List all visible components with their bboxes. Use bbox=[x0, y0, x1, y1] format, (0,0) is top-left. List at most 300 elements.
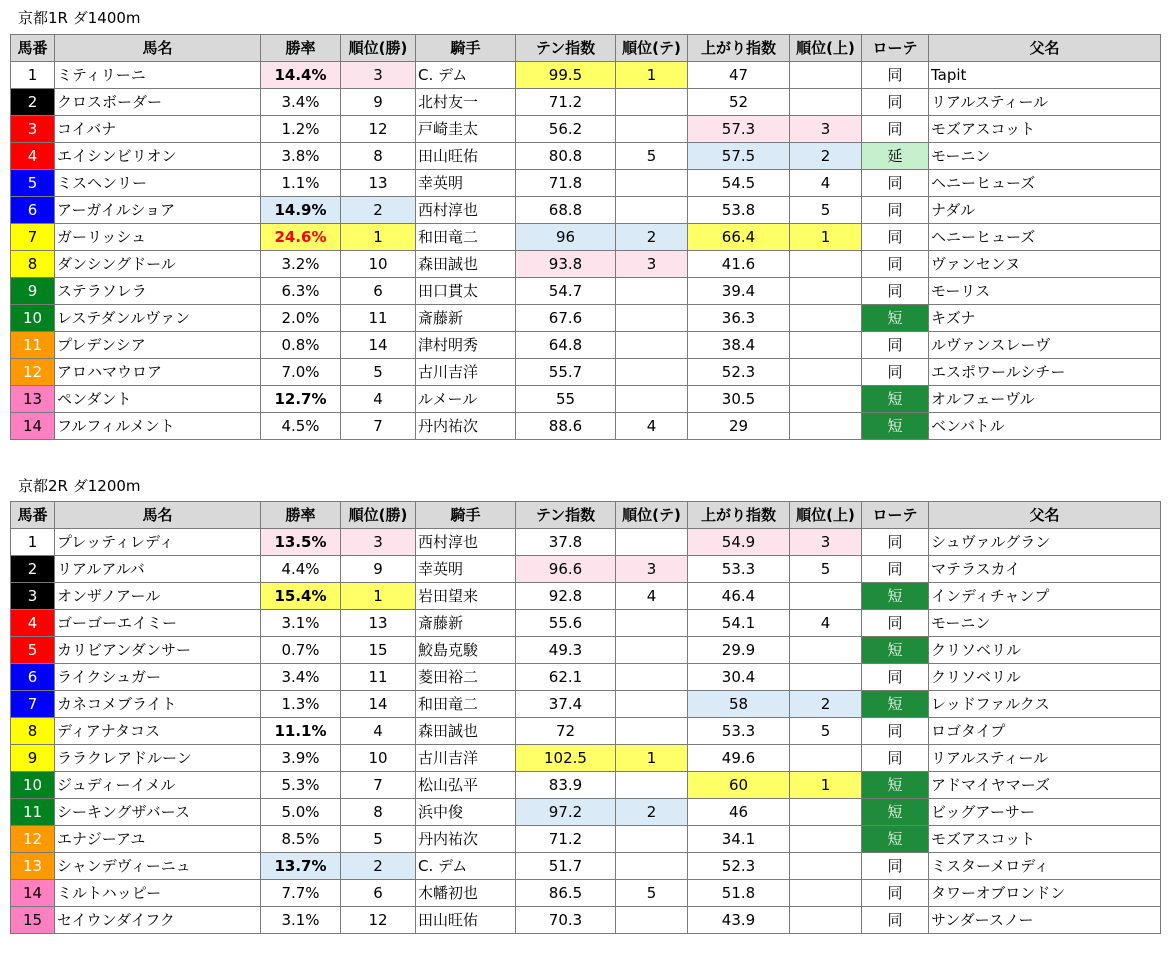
table-row bbox=[11, 386, 1161, 413]
win-rank-cell: 6 bbox=[341, 278, 416, 305]
win-rank-cell: 9 bbox=[341, 556, 416, 583]
win-rank-cell: 10 bbox=[341, 251, 416, 278]
win-rate-cell: 13.5% bbox=[261, 529, 341, 556]
ten-rank-cell bbox=[616, 278, 688, 305]
win-rank-cell: 1 bbox=[341, 583, 416, 610]
horse-number-cell: 2 bbox=[11, 89, 55, 116]
win-rate-cell: 24.6% bbox=[261, 224, 341, 251]
agari-index-cell: 66.4 bbox=[688, 224, 790, 251]
table-row bbox=[11, 359, 1161, 386]
rotation-cell: 同 bbox=[862, 718, 929, 745]
win-rank-cell: 8 bbox=[341, 143, 416, 170]
rotation-cell: 同 bbox=[862, 224, 929, 251]
win-rate-cell: 0.7% bbox=[261, 637, 341, 664]
ten-rank-cell: 2 bbox=[616, 799, 688, 826]
header-rotation: ローテ bbox=[862, 35, 929, 62]
horse-number-cell: 14 bbox=[11, 880, 55, 907]
table-row bbox=[11, 583, 1161, 610]
header-horse-number: 馬番 bbox=[11, 502, 55, 529]
ten-index-cell: 55.6 bbox=[516, 610, 616, 637]
header-horse-name: 馬名 bbox=[55, 35, 261, 62]
horse-name-cell: プレデンシア bbox=[55, 332, 261, 359]
agari-index-cell: 34.1 bbox=[688, 826, 790, 853]
horse-name-cell: カリビアンダンサー bbox=[55, 637, 261, 664]
ten-index-cell: 37.8 bbox=[516, 529, 616, 556]
win-rate-cell: 4.4% bbox=[261, 556, 341, 583]
horse-name-cell: アーガイルショア bbox=[55, 197, 261, 224]
horse-number-cell: 15 bbox=[11, 907, 55, 934]
ten-index-cell: 88.6 bbox=[516, 413, 616, 440]
jockey-cell: 浜中俊 bbox=[416, 799, 516, 826]
ten-index-cell: 83.9 bbox=[516, 772, 616, 799]
win-rate-cell: 5.3% bbox=[261, 772, 341, 799]
agari-rank-cell bbox=[790, 359, 862, 386]
horse-number-cell: 12 bbox=[11, 359, 55, 386]
win-rank-cell: 4 bbox=[341, 386, 416, 413]
jockey-cell: 和田竜二 bbox=[416, 224, 516, 251]
ten-rank-cell bbox=[616, 305, 688, 332]
win-rate-cell: 0.8% bbox=[261, 332, 341, 359]
jockey-cell: 斎藤新 bbox=[416, 305, 516, 332]
ten-rank-cell bbox=[616, 853, 688, 880]
header-agari-rank: 順位(上) bbox=[790, 502, 862, 529]
agari-index-cell: 46.4 bbox=[688, 583, 790, 610]
jockey-cell: 幸英明 bbox=[416, 556, 516, 583]
sire-cell: ヴァンセンヌ bbox=[929, 251, 1161, 278]
sire-cell: サンダースノー bbox=[929, 907, 1161, 934]
win-rate-cell: 4.5% bbox=[261, 413, 341, 440]
agari-rank-cell: 3 bbox=[790, 529, 862, 556]
table-row bbox=[11, 799, 1161, 826]
horse-name-cell: ミティリーニ bbox=[55, 62, 261, 89]
sire-cell: モーリス bbox=[929, 278, 1161, 305]
ten-rank-cell bbox=[616, 197, 688, 224]
horse-number-cell: 12 bbox=[11, 826, 55, 853]
ten-index-cell: 55.7 bbox=[516, 359, 616, 386]
ten-index-cell: 72 bbox=[516, 718, 616, 745]
sire-cell: オルフェーヴル bbox=[929, 386, 1161, 413]
ten-index-cell: 97.2 bbox=[516, 799, 616, 826]
horse-name-cell: エナジーアユ bbox=[55, 826, 261, 853]
horse-number-cell: 9 bbox=[11, 278, 55, 305]
ten-index-cell: 71.2 bbox=[516, 89, 616, 116]
win-rate-cell: 7.7% bbox=[261, 880, 341, 907]
sire-cell: シュヴァルグラン bbox=[929, 529, 1161, 556]
sire-cell: ヘニーヒューズ bbox=[929, 170, 1161, 197]
win-rank-cell: 12 bbox=[341, 907, 416, 934]
win-rank-cell: 1 bbox=[341, 224, 416, 251]
agari-rank-cell bbox=[790, 332, 862, 359]
table-row bbox=[11, 413, 1161, 440]
win-rate-cell: 15.4% bbox=[261, 583, 341, 610]
ten-index-cell: 96.6 bbox=[516, 556, 616, 583]
win-rate-cell: 3.4% bbox=[261, 664, 341, 691]
jockey-cell: 丹内祐次 bbox=[416, 826, 516, 853]
ten-index-cell: 37.4 bbox=[516, 691, 616, 718]
table-row bbox=[11, 745, 1161, 772]
ten-index-cell: 56.2 bbox=[516, 116, 616, 143]
agari-rank-cell bbox=[790, 664, 862, 691]
horse-name-cell: ミスヘンリー bbox=[55, 170, 261, 197]
header-rotation: ローテ bbox=[862, 502, 929, 529]
jockey-cell: 西村淳也 bbox=[416, 197, 516, 224]
win-rate-cell: 3.9% bbox=[261, 745, 341, 772]
ten-rank-cell: 3 bbox=[616, 251, 688, 278]
sire-cell: クリソベリル bbox=[929, 637, 1161, 664]
horse-number-cell: 11 bbox=[11, 799, 55, 826]
win-rank-cell: 2 bbox=[341, 853, 416, 880]
sire-cell: レッドファルクス bbox=[929, 691, 1161, 718]
win-rank-cell: 3 bbox=[341, 529, 416, 556]
agari-index-cell: 47 bbox=[688, 62, 790, 89]
rotation-cell: 同 bbox=[862, 89, 929, 116]
ten-rank-cell: 4 bbox=[616, 583, 688, 610]
table-row bbox=[11, 251, 1161, 278]
ten-rank-cell bbox=[616, 664, 688, 691]
sire-cell: アドマイヤマーズ bbox=[929, 772, 1161, 799]
win-rank-cell: 7 bbox=[341, 772, 416, 799]
horse-name-cell: シーキングザバース bbox=[55, 799, 261, 826]
sire-cell: モーニン bbox=[929, 610, 1161, 637]
sire-cell: リアルスティール bbox=[929, 89, 1161, 116]
sire-cell: リアルスティール bbox=[929, 745, 1161, 772]
horse-number-cell: 1 bbox=[11, 529, 55, 556]
horse-number-cell: 3 bbox=[11, 583, 55, 610]
table-row bbox=[11, 224, 1161, 251]
agari-rank-cell: 4 bbox=[790, 170, 862, 197]
sire-cell: ヘニーヒューズ bbox=[929, 224, 1161, 251]
horse-number-cell: 7 bbox=[11, 691, 55, 718]
horse-number-cell: 10 bbox=[11, 772, 55, 799]
jockey-cell: 鮫島克駿 bbox=[416, 637, 516, 664]
header-ten-index: テン指数 bbox=[516, 502, 616, 529]
ten-rank-cell bbox=[616, 170, 688, 197]
ten-rank-cell: 1 bbox=[616, 62, 688, 89]
rotation-cell: 短 bbox=[862, 386, 929, 413]
win-rate-cell: 7.0% bbox=[261, 359, 341, 386]
win-rank-cell: 14 bbox=[341, 691, 416, 718]
jockey-cell: 菱田裕二 bbox=[416, 664, 516, 691]
jockey-cell: 丹内祐次 bbox=[416, 413, 516, 440]
ten-rank-cell: 4 bbox=[616, 413, 688, 440]
agari-rank-cell bbox=[790, 907, 862, 934]
sire-cell: タワーオブロンドン bbox=[929, 880, 1161, 907]
header-ten-rank: 順位(テ) bbox=[616, 35, 688, 62]
table-row bbox=[11, 907, 1161, 934]
rotation-cell: 同 bbox=[862, 529, 929, 556]
ten-rank-cell: 3 bbox=[616, 556, 688, 583]
ten-rank-cell bbox=[616, 772, 688, 799]
jockey-cell: 和田竜二 bbox=[416, 691, 516, 718]
horse-number-cell: 11 bbox=[11, 332, 55, 359]
agari-rank-cell: 3 bbox=[790, 116, 862, 143]
sire-cell: ミスターメロディ bbox=[929, 853, 1161, 880]
win-rank-cell: 5 bbox=[341, 359, 416, 386]
rotation-cell: 同 bbox=[862, 610, 929, 637]
rotation-cell: 短 bbox=[862, 637, 929, 664]
win-rank-cell: 10 bbox=[341, 745, 416, 772]
ten-index-cell: 93.8 bbox=[516, 251, 616, 278]
rotation-cell: 短 bbox=[862, 413, 929, 440]
agari-index-cell: 51.8 bbox=[688, 880, 790, 907]
rotation-cell: 同 bbox=[862, 62, 929, 89]
rotation-cell: 同 bbox=[862, 197, 929, 224]
horse-name-cell: ガーリッシュ bbox=[55, 224, 261, 251]
horse-number-cell: 14 bbox=[11, 413, 55, 440]
agari-rank-cell bbox=[790, 880, 862, 907]
ten-index-cell: 54.7 bbox=[516, 278, 616, 305]
win-rate-cell: 14.9% bbox=[261, 197, 341, 224]
ten-rank-cell bbox=[616, 826, 688, 853]
horse-name-cell: ララクレアドルーン bbox=[55, 745, 261, 772]
ten-index-cell: 71.2 bbox=[516, 826, 616, 853]
jockey-cell: 古川吉洋 bbox=[416, 359, 516, 386]
agari-rank-cell bbox=[790, 62, 862, 89]
header-ten-rank: 順位(テ) bbox=[616, 502, 688, 529]
agari-index-cell: 30.4 bbox=[688, 664, 790, 691]
race-title: 京都2R ダ1200m bbox=[18, 477, 141, 495]
agari-rank-cell bbox=[790, 251, 862, 278]
rotation-cell: 同 bbox=[862, 556, 929, 583]
rotation-cell: 短 bbox=[862, 583, 929, 610]
horse-name-cell: セイウンダイフク bbox=[55, 907, 261, 934]
table-row bbox=[11, 772, 1161, 799]
horse-number-cell: 6 bbox=[11, 664, 55, 691]
ten-rank-cell bbox=[616, 637, 688, 664]
ten-rank-cell: 5 bbox=[616, 143, 688, 170]
win-rate-cell: 8.5% bbox=[261, 826, 341, 853]
agari-rank-cell bbox=[790, 637, 862, 664]
horse-number-cell: 5 bbox=[11, 637, 55, 664]
horse-name-cell: リアルアルバ bbox=[55, 556, 261, 583]
win-rank-cell: 11 bbox=[341, 664, 416, 691]
jockey-cell: 北村友一 bbox=[416, 89, 516, 116]
win-rate-cell: 3.4% bbox=[261, 89, 341, 116]
jockey-cell: 田山旺佑 bbox=[416, 907, 516, 934]
agari-index-cell: 29 bbox=[688, 413, 790, 440]
agari-index-cell: 57.5 bbox=[688, 143, 790, 170]
rotation-cell: 同 bbox=[862, 116, 929, 143]
agari-rank-cell bbox=[790, 583, 862, 610]
win-rate-cell: 2.0% bbox=[261, 305, 341, 332]
rotation-cell: 短 bbox=[862, 799, 929, 826]
ten-index-cell: 99.5 bbox=[516, 62, 616, 89]
horse-name-cell: レステダンルヴァン bbox=[55, 305, 261, 332]
table-row bbox=[11, 197, 1161, 224]
agari-rank-cell bbox=[790, 386, 862, 413]
header-sire: 父名 bbox=[929, 35, 1161, 62]
ten-rank-cell: 2 bbox=[616, 224, 688, 251]
header-win-rank: 順位(勝) bbox=[341, 502, 416, 529]
win-rate-cell: 12.7% bbox=[261, 386, 341, 413]
jockey-cell: ルメール bbox=[416, 386, 516, 413]
horse-name-cell: アロハマウロア bbox=[55, 359, 261, 386]
horse-name-cell: ペンダント bbox=[55, 386, 261, 413]
agari-index-cell: 43.9 bbox=[688, 907, 790, 934]
agari-index-cell: 39.4 bbox=[688, 278, 790, 305]
horse-number-cell: 6 bbox=[11, 197, 55, 224]
win-rank-cell: 9 bbox=[341, 89, 416, 116]
agari-index-cell: 49.6 bbox=[688, 745, 790, 772]
horse-name-cell: エイシンビリオン bbox=[55, 143, 261, 170]
agari-rank-cell bbox=[790, 89, 862, 116]
ten-index-cell: 71.8 bbox=[516, 170, 616, 197]
win-rank-cell: 11 bbox=[341, 305, 416, 332]
win-rate-cell: 1.1% bbox=[261, 170, 341, 197]
sire-cell: モーニン bbox=[929, 143, 1161, 170]
jockey-cell: 岩田望来 bbox=[416, 583, 516, 610]
sire-cell: キズナ bbox=[929, 305, 1161, 332]
table-row bbox=[11, 610, 1161, 637]
table-row bbox=[11, 691, 1161, 718]
header-agari-rank: 順位(上) bbox=[790, 35, 862, 62]
horse-number-cell: 5 bbox=[11, 170, 55, 197]
agari-rank-cell bbox=[790, 305, 862, 332]
ten-index-cell: 102.5 bbox=[516, 745, 616, 772]
header-agari-index: 上がり指数 bbox=[688, 502, 790, 529]
horse-name-cell: ステラソレラ bbox=[55, 278, 261, 305]
table-row bbox=[11, 170, 1161, 197]
header-jockey: 騎手 bbox=[416, 502, 516, 529]
agari-index-cell: 54.1 bbox=[688, 610, 790, 637]
agari-rank-cell: 5 bbox=[790, 718, 862, 745]
agari-index-cell: 52.3 bbox=[688, 853, 790, 880]
rotation-cell: 同 bbox=[862, 907, 929, 934]
sire-cell: Tapit bbox=[929, 62, 1161, 89]
agari-index-cell: 46 bbox=[688, 799, 790, 826]
table-row bbox=[11, 880, 1161, 907]
horse-number-cell: 13 bbox=[11, 386, 55, 413]
agari-rank-cell: 5 bbox=[790, 197, 862, 224]
ten-index-cell: 64.8 bbox=[516, 332, 616, 359]
sire-cell: ルヴァンスレーヴ bbox=[929, 332, 1161, 359]
jockey-cell: 森田誠也 bbox=[416, 718, 516, 745]
ten-index-cell: 67.6 bbox=[516, 305, 616, 332]
win-rank-cell: 6 bbox=[341, 880, 416, 907]
horse-number-cell: 7 bbox=[11, 224, 55, 251]
table-row bbox=[11, 529, 1161, 556]
win-rate-cell: 6.3% bbox=[261, 278, 341, 305]
agari-index-cell: 53.8 bbox=[688, 197, 790, 224]
agari-index-cell: 53.3 bbox=[688, 718, 790, 745]
ten-index-cell: 70.3 bbox=[516, 907, 616, 934]
win-rank-cell: 4 bbox=[341, 718, 416, 745]
sire-cell: エスポワールシチー bbox=[929, 359, 1161, 386]
race-table bbox=[10, 501, 1161, 934]
ten-rank-cell bbox=[616, 89, 688, 116]
header-jockey: 騎手 bbox=[416, 35, 516, 62]
sire-cell: ナダル bbox=[929, 197, 1161, 224]
horse-number-cell: 3 bbox=[11, 116, 55, 143]
ten-index-cell: 96 bbox=[516, 224, 616, 251]
agari-index-cell: 29.9 bbox=[688, 637, 790, 664]
race-title: 京都1R ダ1400m bbox=[18, 9, 141, 27]
jockey-cell: 木幡初也 bbox=[416, 880, 516, 907]
jockey-cell: 幸英明 bbox=[416, 170, 516, 197]
table-row bbox=[11, 718, 1161, 745]
horse-name-cell: フルフィルメント bbox=[55, 413, 261, 440]
jockey-cell: 田山旺佑 bbox=[416, 143, 516, 170]
ten-rank-cell bbox=[616, 610, 688, 637]
win-rate-cell: 3.2% bbox=[261, 251, 341, 278]
ten-rank-cell bbox=[616, 332, 688, 359]
win-rank-cell: 5 bbox=[341, 826, 416, 853]
header-horse-number: 馬番 bbox=[11, 35, 55, 62]
jockey-cell: 津村明秀 bbox=[416, 332, 516, 359]
win-rank-cell: 3 bbox=[341, 62, 416, 89]
header-agari-index: 上がり指数 bbox=[688, 35, 790, 62]
agari-index-cell: 53.3 bbox=[688, 556, 790, 583]
horse-name-cell: オンザノアール bbox=[55, 583, 261, 610]
win-rate-cell: 3.1% bbox=[261, 610, 341, 637]
agari-index-cell: 54.5 bbox=[688, 170, 790, 197]
horse-number-cell: 8 bbox=[11, 251, 55, 278]
ten-index-cell: 68.8 bbox=[516, 197, 616, 224]
ten-rank-cell bbox=[616, 359, 688, 386]
horse-name-cell: クロスボーダー bbox=[55, 89, 261, 116]
agari-rank-cell bbox=[790, 799, 862, 826]
rotation-cell: 同 bbox=[862, 359, 929, 386]
header-win-rate: 勝率 bbox=[261, 35, 341, 62]
ten-rank-cell: 1 bbox=[616, 745, 688, 772]
ten-rank-cell bbox=[616, 907, 688, 934]
horse-number-cell: 4 bbox=[11, 610, 55, 637]
rotation-cell: 短 bbox=[862, 826, 929, 853]
horse-name-cell: ディアナタコス bbox=[55, 718, 261, 745]
horse-number-cell: 13 bbox=[11, 853, 55, 880]
agari-index-cell: 58 bbox=[688, 691, 790, 718]
horse-name-cell: コイバナ bbox=[55, 116, 261, 143]
win-rate-cell: 3.8% bbox=[261, 143, 341, 170]
win-rate-cell: 1.2% bbox=[261, 116, 341, 143]
agari-index-cell: 57.3 bbox=[688, 116, 790, 143]
horse-number-cell: 8 bbox=[11, 718, 55, 745]
agari-rank-cell bbox=[790, 853, 862, 880]
ten-index-cell: 92.8 bbox=[516, 583, 616, 610]
agari-rank-cell: 2 bbox=[790, 691, 862, 718]
ten-rank-cell bbox=[616, 718, 688, 745]
agari-index-cell: 52.3 bbox=[688, 359, 790, 386]
agari-index-cell: 36.3 bbox=[688, 305, 790, 332]
win-rank-cell: 2 bbox=[341, 197, 416, 224]
ten-index-cell: 80.8 bbox=[516, 143, 616, 170]
horse-number-cell: 2 bbox=[11, 556, 55, 583]
win-rank-cell: 15 bbox=[341, 637, 416, 664]
agari-index-cell: 30.5 bbox=[688, 386, 790, 413]
rotation-cell: 同 bbox=[862, 853, 929, 880]
ten-rank-cell bbox=[616, 529, 688, 556]
horse-number-cell: 9 bbox=[11, 745, 55, 772]
rotation-cell: 同 bbox=[862, 170, 929, 197]
table-row bbox=[11, 826, 1161, 853]
win-rank-cell: 8 bbox=[341, 799, 416, 826]
ten-index-cell: 86.5 bbox=[516, 880, 616, 907]
win-rate-cell: 3.1% bbox=[261, 907, 341, 934]
sire-cell: インディチャンプ bbox=[929, 583, 1161, 610]
table-row bbox=[11, 637, 1161, 664]
win-rank-cell: 13 bbox=[341, 610, 416, 637]
rotation-cell: 短 bbox=[862, 691, 929, 718]
header-row bbox=[11, 502, 1161, 529]
jockey-cell: C. デム bbox=[416, 62, 516, 89]
jockey-cell: 西村淳也 bbox=[416, 529, 516, 556]
table-row bbox=[11, 278, 1161, 305]
sire-cell: モズアスコット bbox=[929, 116, 1161, 143]
table-row bbox=[11, 332, 1161, 359]
header-row bbox=[11, 35, 1161, 62]
agari-index-cell: 41.6 bbox=[688, 251, 790, 278]
horse-name-cell: シャンデヴィーニュ bbox=[55, 853, 261, 880]
